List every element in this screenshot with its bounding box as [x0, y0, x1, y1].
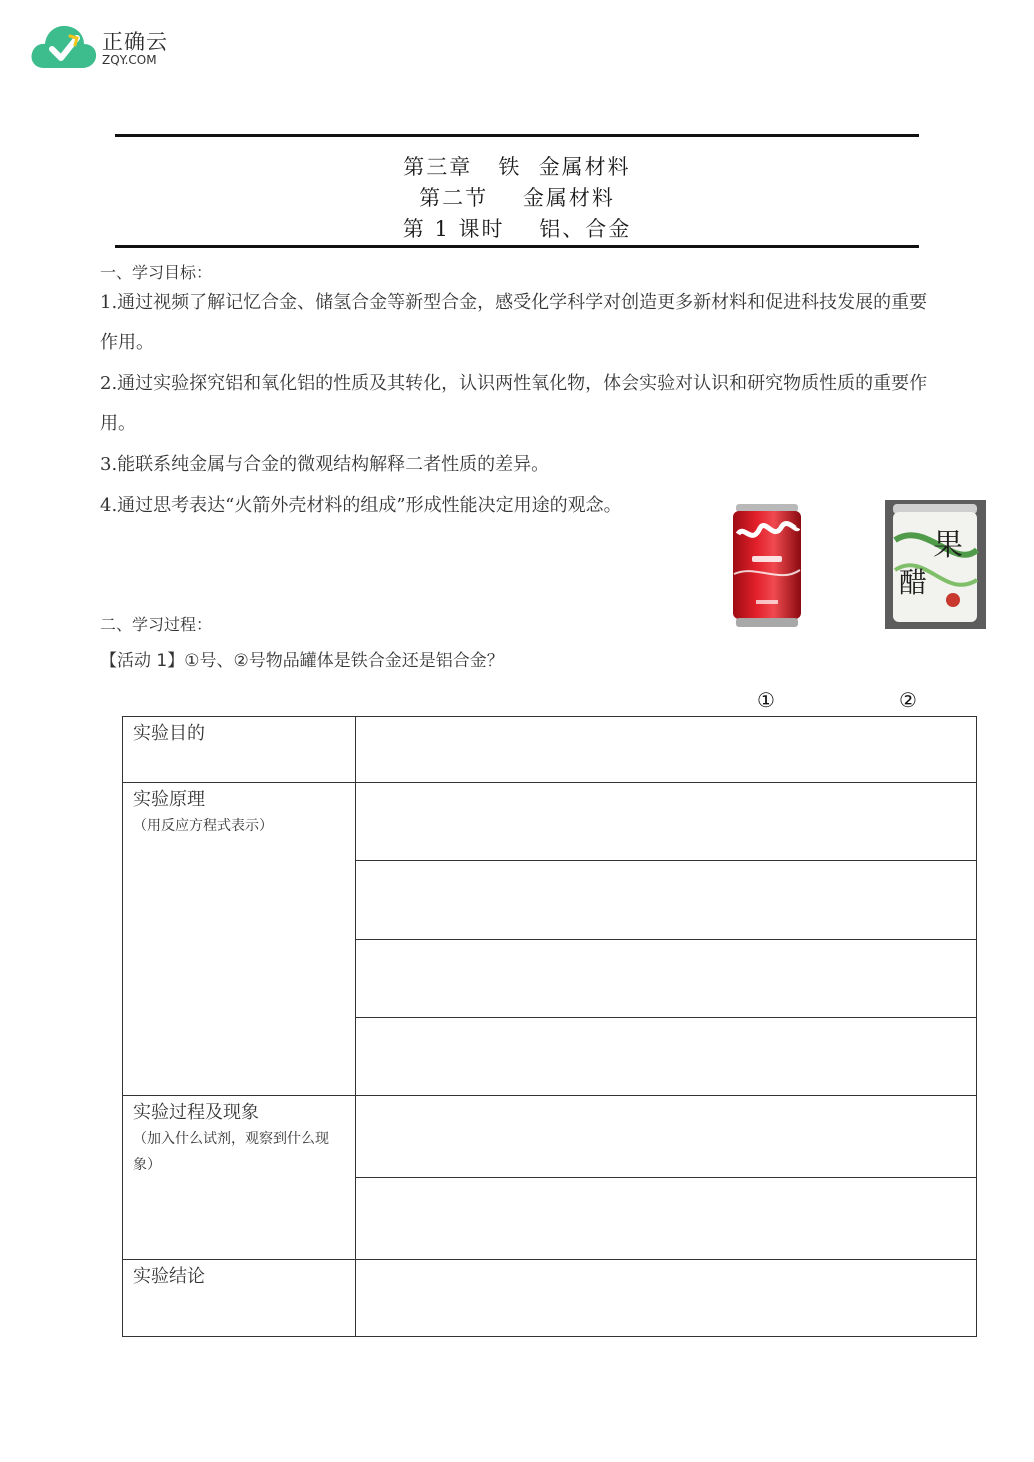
objective-item-1: 1.通过视频了解记忆合金、储氢合金等新型合金，感受化学科学对创造更多新材料和促进科技发展的重要作用。 — [100, 292, 928, 353]
cloud-check-logo-icon — [30, 22, 98, 72]
principle-label: 实验原理 — [133, 789, 205, 810]
fruit-vinegar-can-image — [885, 500, 986, 629]
principle-label-cell — [123, 783, 356, 1096]
conclusion-answer-cell[interactable] — [356, 1260, 977, 1337]
lesson-title: 第 1 课时 铝、合金 — [402, 217, 632, 241]
title-top-rule — [115, 134, 919, 137]
table-row — [123, 717, 977, 783]
principle-answer-cell-3[interactable] — [356, 940, 977, 1018]
can-char-guo: 果 — [933, 528, 963, 563]
activity-1-question: 【活动 1】①号、②号物品罐体是铁合金还是铝合金？ — [100, 651, 504, 671]
section-title: 第二节 金属材料 — [419, 186, 615, 210]
experiment-table — [122, 716, 977, 1337]
conclusion-label: 实验结论 — [133, 1266, 205, 1287]
purpose-answer-cell[interactable] — [356, 717, 977, 783]
principle-answer-cell-1[interactable] — [356, 783, 977, 861]
chapter-title: 第三章 铁 金属材料 — [403, 155, 631, 179]
objectives-heading: 一、学习目标： — [100, 263, 213, 282]
purpose-label-cell — [123, 717, 356, 783]
can-2-label: ② — [899, 688, 917, 712]
table-row — [123, 1260, 977, 1337]
objective-item-3: 3.能联系纯金属与合金的微观结构解释二者性质的差异。 — [100, 454, 550, 475]
principle-note: （用反应方程式表示） — [133, 818, 273, 834]
conclusion-label-cell — [123, 1260, 356, 1337]
can-1-label: ① — [757, 688, 775, 712]
can-char-cu: 醋 — [899, 566, 928, 599]
procedure-label: 实验过程及现象 — [133, 1102, 259, 1123]
procedure-label-cell — [123, 1096, 356, 1260]
logo-name: 正确云 — [102, 30, 168, 54]
title-block — [115, 152, 919, 245]
table-row — [123, 783, 977, 861]
objective-item-2: 2.通过实验探究铝和氧化铝的性质及其转化，认识两性氧化物，体会实验对认识和研究物质性质的重要作用。 — [100, 373, 928, 434]
procedure-answer-cell-2[interactable] — [356, 1178, 977, 1260]
logo-domain: ZQY.COM — [102, 53, 157, 67]
principle-answer-cell-4[interactable] — [356, 1018, 977, 1096]
objective-item-4: 4.通过思考表达“火箭外壳材料的组成”形成性能决定用途的观念。 — [100, 495, 622, 516]
purpose-label: 实验目的 — [133, 723, 205, 744]
table-row — [123, 1096, 977, 1178]
procedure-note: （加入什么试剂，观察到什么现象） — [133, 1131, 329, 1173]
process-heading: 二、学习过程： — [100, 615, 213, 634]
cola-can-image — [730, 504, 804, 628]
principle-answer-cell-2[interactable] — [356, 861, 977, 940]
procedure-answer-cell-1[interactable] — [356, 1096, 977, 1178]
title-bottom-rule — [115, 245, 919, 248]
